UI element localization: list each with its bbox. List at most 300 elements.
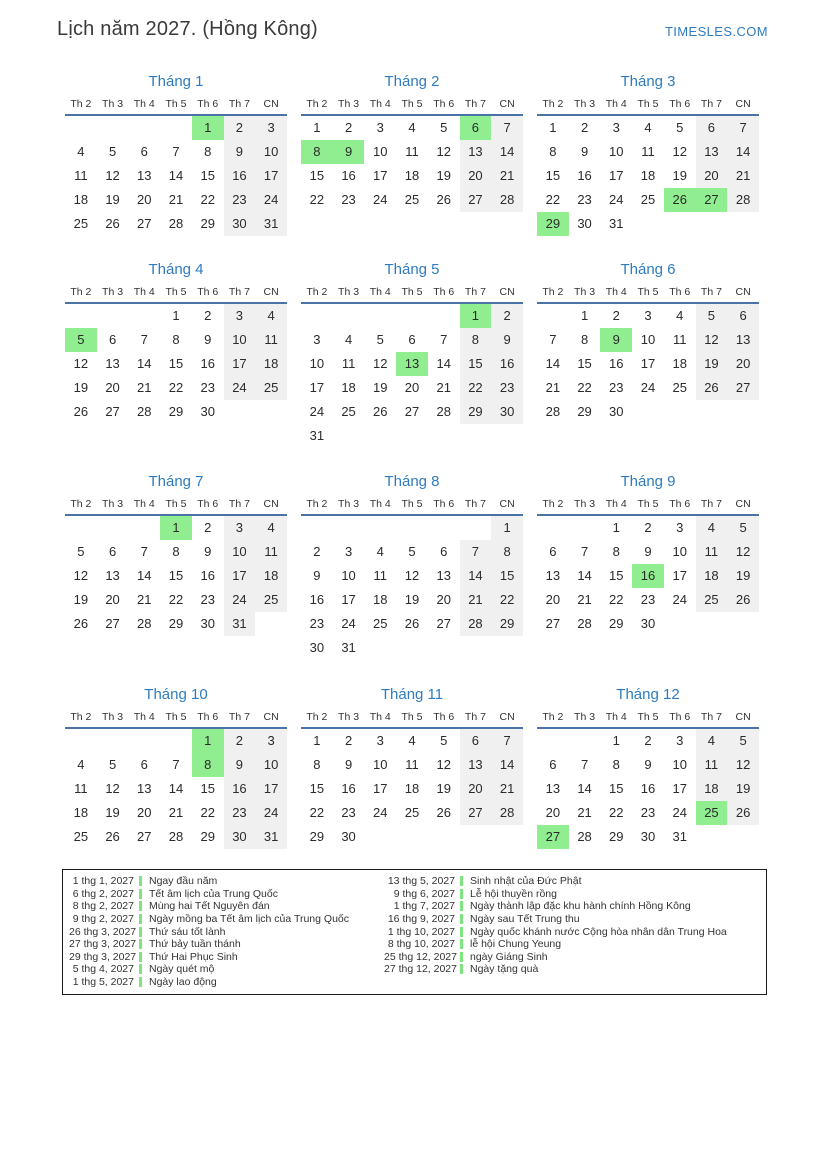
empty-cell (569, 729, 601, 753)
day-cell: 22 (309, 805, 325, 820)
legend-date: 26 thg 3, 2027 (69, 925, 137, 938)
weekday-header: Th 5 (401, 98, 423, 110)
legend-item (69, 888, 384, 901)
empty-cell (727, 612, 759, 636)
day-cell: 30 (224, 212, 256, 236)
day-cell: 11 (74, 781, 88, 796)
day-cell: 22 (168, 380, 184, 395)
empty-cell (537, 516, 569, 540)
empty-cell (696, 212, 728, 236)
day-cell: 31 (309, 428, 325, 443)
holiday-marker-icon (139, 927, 142, 937)
day-cell: 10 (672, 757, 687, 772)
legend-label: Lễ hội thuyền rồng (470, 887, 557, 900)
day-cell: 28 (137, 404, 152, 419)
holiday-marker-icon (460, 939, 463, 949)
day-cell: 13 (545, 781, 561, 796)
day-cell: 14 (436, 356, 451, 371)
weekday-header-row (65, 711, 287, 727)
legend-date: 25 thg 12, 2027 (384, 950, 457, 963)
day-cell: 3 (224, 516, 256, 540)
day-cell: 26 (436, 192, 451, 207)
day-cell: 16 (224, 777, 256, 801)
day-cell: 17 (255, 164, 287, 188)
holiday-marker-icon (460, 914, 463, 924)
day-cell: 27 (404, 404, 420, 419)
legend-label: Thứ sáu tốt lành (149, 925, 226, 938)
weekday-header: Th 6 (197, 498, 219, 510)
day-cell: 30 (200, 404, 215, 419)
day-cell: 4 (408, 120, 416, 135)
month-title: Tháng 9 (620, 473, 676, 490)
day-cell: 8 (301, 140, 333, 164)
day-cell: 14 (460, 564, 492, 588)
day-cell: 4 (77, 144, 85, 159)
weekday-header: Th 4 (369, 286, 391, 298)
day-cell: 2 (204, 520, 212, 535)
day-cell: 2 (612, 308, 620, 323)
day-cell: 18 (640, 168, 656, 183)
day-cell: 19 (436, 168, 451, 183)
day-cell: 29 (491, 612, 523, 636)
empty-cell (428, 825, 460, 849)
weekday-header: Th 4 (369, 711, 391, 723)
day-cell: 3 (224, 304, 256, 328)
day-cell: 12 (404, 568, 420, 583)
weekday-header: Th 7 (228, 711, 250, 723)
weekday-header: Th 6 (669, 286, 691, 298)
day-cell: 9 (644, 757, 652, 772)
holiday-marker-icon (460, 952, 463, 962)
empty-cell (727, 825, 759, 849)
day-cell: 21 (137, 380, 152, 395)
day-cell: 12 (696, 328, 728, 352)
legend-item (384, 913, 760, 926)
day-cell: 9 (224, 140, 256, 164)
weekday-header: CN (499, 98, 515, 110)
day-cell: 29 (168, 616, 184, 631)
legend-date: 5 thg 4, 2027 (72, 963, 134, 976)
day-cell: 7 (172, 144, 180, 159)
day-cell: 26 (404, 616, 420, 631)
day-cell: 3 (644, 308, 652, 323)
day-cell: 22 (200, 192, 215, 207)
day-cell: 16 (609, 356, 624, 371)
day-cell: 27 (537, 825, 569, 849)
days-grid (537, 116, 759, 236)
day-cell: 25 (404, 192, 420, 207)
empty-cell (396, 424, 428, 448)
day-cell: 15 (545, 168, 561, 183)
day-cell: 1 (172, 308, 180, 323)
empty-cell (460, 516, 492, 540)
day-cell: 9 (333, 140, 365, 164)
day-cell: 2 (344, 120, 353, 135)
empty-cell (65, 304, 97, 328)
month-calendar-9 (537, 473, 759, 686)
day-cell: 20 (105, 592, 120, 607)
empty-cell (364, 304, 396, 328)
day-cell: 2 (491, 304, 523, 328)
weekday-header: CN (735, 286, 751, 298)
day-cell: 12 (105, 781, 120, 796)
day-cell: 20 (137, 805, 152, 820)
day-cell: 16 (200, 356, 215, 371)
page-header (57, 18, 768, 41)
weekday-header: Th 3 (574, 498, 596, 510)
day-cell: 15 (168, 356, 184, 371)
day-cell: 8 (549, 144, 557, 159)
day-cell: 15 (609, 781, 624, 796)
day-cell: 20 (460, 164, 492, 188)
day-cell: 15 (491, 564, 523, 588)
day-cell: 7 (580, 544, 589, 559)
empty-cell (333, 516, 365, 540)
day-cell: 8 (460, 328, 492, 352)
day-cell: 22 (609, 592, 624, 607)
day-cell: 28 (491, 801, 523, 825)
day-cell: 8 (491, 540, 523, 564)
day-cell: 18 (696, 564, 728, 588)
weekday-header: Th 7 (700, 286, 722, 298)
day-cell: 26 (727, 801, 759, 825)
day-cell: 20 (545, 592, 561, 607)
day-cell: 14 (168, 168, 184, 183)
month-title: Tháng 3 (620, 73, 676, 90)
legend-label: Ngày sau Tết Trung thu (470, 913, 580, 926)
days-grid (537, 729, 759, 849)
days-grid (301, 516, 523, 660)
day-cell: 1 (580, 308, 589, 323)
empty-cell (460, 636, 492, 660)
day-cell: 3 (612, 120, 620, 135)
day-cell: 16 (200, 568, 215, 583)
day-cell: 30 (341, 829, 356, 844)
day-cell: 16 (640, 781, 656, 796)
empty-cell (65, 729, 97, 753)
day-cell: 4 (696, 516, 728, 540)
day-cell: 14 (137, 356, 152, 371)
day-cell: 13 (460, 753, 492, 777)
day-cell: 29 (577, 404, 592, 419)
day-cell: 28 (436, 404, 451, 419)
day-cell: 28 (460, 612, 492, 636)
day-cell: 30 (309, 640, 325, 655)
empty-cell (664, 212, 696, 236)
legend-date: 1 thg 7, 2027 (393, 900, 455, 913)
day-cell: 29 (460, 400, 492, 424)
holiday-marker-icon (139, 939, 142, 949)
empty-cell (97, 516, 129, 540)
day-cell: 29 (609, 616, 624, 631)
day-cell: 23 (341, 192, 356, 207)
day-cell: 13 (696, 140, 728, 164)
day-cell: 14 (577, 568, 592, 583)
day-cell: 1 (313, 733, 321, 748)
day-cell: 10 (609, 144, 624, 159)
day-cell: 9 (600, 328, 632, 352)
day-cell: 20 (696, 164, 728, 188)
day-cell: 28 (168, 829, 184, 844)
day-cell: 4 (408, 733, 416, 748)
weekday-header: Th 5 (165, 286, 187, 298)
empty-cell (460, 424, 492, 448)
month-calendar-11 (301, 686, 523, 849)
day-cell: 17 (640, 356, 656, 371)
day-cell: 14 (545, 356, 561, 371)
day-cell: 4 (676, 308, 684, 323)
day-cell: 11 (641, 144, 655, 159)
day-cell: 9 (224, 753, 256, 777)
day-cell: 25 (73, 216, 89, 231)
day-cell: 26 (727, 588, 759, 612)
day-cell: 2 (344, 733, 353, 748)
empty-cell (696, 825, 728, 849)
weekday-header: Th 7 (228, 286, 250, 298)
day-cell: 8 (172, 544, 180, 559)
empty-cell (696, 612, 728, 636)
day-cell: 5 (108, 757, 117, 772)
day-cell: 26 (436, 805, 451, 820)
day-cell: 15 (577, 356, 592, 371)
day-cell: 5 (65, 328, 97, 352)
day-cell: 3 (376, 733, 384, 748)
weekday-header-row (537, 498, 759, 514)
legend-date: 16 thg 9, 2027 (387, 913, 455, 926)
day-cell: 1 (192, 729, 224, 753)
month-title: Tháng 2 (384, 73, 440, 90)
day-cell: 23 (341, 805, 356, 820)
day-cell: 27 (696, 188, 728, 212)
day-cell: 11 (74, 168, 88, 183)
weekday-header: Th 5 (401, 286, 423, 298)
empty-cell (364, 424, 396, 448)
legend-item (69, 938, 384, 951)
day-cell: 22 (545, 192, 561, 207)
month-title: Tháng 4 (148, 261, 204, 278)
day-cell: 27 (460, 801, 492, 825)
day-cell: 31 (255, 825, 287, 849)
day-cell: 3 (376, 120, 384, 135)
day-cell: 21 (168, 192, 184, 207)
site-link[interactable]: TIMESLES.COM (664, 24, 768, 39)
day-cell: 29 (537, 212, 569, 236)
weekday-header: Th 2 (306, 711, 328, 723)
day-cell: 18 (73, 805, 89, 820)
day-cell: 24 (255, 188, 287, 212)
day-cell: 25 (255, 588, 287, 612)
weekday-header-row (65, 498, 287, 514)
holiday-marker-icon (460, 964, 463, 974)
day-cell: 23 (200, 592, 215, 607)
day-cell: 21 (491, 164, 523, 188)
day-cell: 18 (341, 380, 356, 395)
weekday-header: Th 3 (574, 711, 596, 723)
weekday-header-row (301, 498, 523, 514)
day-cell: 13 (460, 140, 492, 164)
day-cell: 21 (491, 777, 523, 801)
weekday-header: Th 6 (433, 711, 455, 723)
weekday-header: Th 4 (605, 498, 627, 510)
day-cell: 3 (676, 520, 684, 535)
legend-label: Ngày mồng ba Tết âm lịch của Trung Quốc (149, 913, 349, 926)
weekday-header: Th 7 (464, 498, 486, 510)
holiday-marker-icon (460, 901, 463, 911)
day-cell: 27 (105, 404, 120, 419)
legend-label: Ngày quốc khánh nước Cộng hòa nhân dân Trung Hoa (470, 925, 727, 938)
day-cell: 21 (545, 380, 561, 395)
day-cell: 2 (313, 544, 321, 559)
day-cell: 20 (436, 592, 451, 607)
day-cell: 11 (255, 328, 287, 352)
weekday-header-row (537, 286, 759, 302)
day-cell: 18 (696, 777, 728, 801)
legend-date: 1 thg 1, 2027 (72, 875, 134, 888)
day-cell: 30 (640, 829, 656, 844)
day-cell: 5 (108, 144, 117, 159)
day-cell: 16 (341, 781, 356, 796)
day-cell: 19 (672, 168, 687, 183)
day-cell: 24 (255, 801, 287, 825)
day-cell: 18 (373, 592, 388, 607)
weekday-header: Th 6 (433, 498, 455, 510)
weekday-header: CN (263, 711, 279, 723)
weekday-header: Th 6 (433, 98, 455, 110)
weekday-header: Th 3 (102, 498, 124, 510)
day-cell: 18 (255, 564, 287, 588)
weekday-header: Th 7 (228, 498, 250, 510)
weekday-header: Th 6 (433, 286, 455, 298)
day-cell: 13 (137, 781, 152, 796)
day-cell: 7 (460, 540, 492, 564)
day-cell: 7 (440, 332, 448, 347)
day-cell: 15 (309, 168, 325, 183)
empty-cell (333, 304, 365, 328)
day-cell: 6 (108, 332, 117, 347)
empty-cell (428, 304, 460, 328)
day-cell: 11 (373, 568, 388, 583)
year-calendar-grid (65, 73, 759, 849)
day-cell: 22 (609, 805, 624, 820)
weekday-header: Th 5 (637, 498, 659, 510)
month-title: Tháng 11 (380, 686, 444, 703)
day-cell: 16 (341, 168, 356, 183)
day-cell: 15 (460, 352, 492, 376)
day-cell: 23 (609, 380, 624, 395)
day-cell: 15 (200, 168, 215, 183)
day-cell: 15 (168, 568, 184, 583)
day-cell: 23 (200, 380, 215, 395)
empty-cell (65, 516, 97, 540)
days-grid (65, 116, 287, 236)
empty-cell (65, 116, 97, 140)
day-cell: 16 (577, 168, 592, 183)
day-cell: 23 (640, 592, 656, 607)
weekday-header-row (301, 98, 523, 114)
day-cell: 7 (727, 116, 759, 140)
day-cell: 10 (640, 332, 656, 347)
day-cell: 26 (105, 216, 120, 231)
legend-date: 1 thg 10, 2027 (387, 925, 455, 938)
day-cell: 25 (373, 616, 388, 631)
empty-cell (301, 516, 333, 540)
day-cell: 1 (160, 516, 192, 540)
month-calendar-5 (301, 261, 523, 473)
day-cell: 17 (224, 564, 256, 588)
month-title: Tháng 7 (148, 473, 204, 490)
day-cell: 22 (168, 592, 184, 607)
weekday-header: Th 4 (133, 711, 155, 723)
month-title: Tháng 10 (144, 686, 208, 703)
day-cell: 10 (255, 753, 287, 777)
day-cell: 6 (460, 116, 492, 140)
day-cell: 26 (696, 376, 728, 400)
weekday-header: Th 3 (574, 286, 596, 298)
day-cell: 10 (309, 356, 325, 371)
day-cell: 7 (580, 757, 589, 772)
day-cell: 24 (309, 404, 325, 419)
weekday-header: Th 4 (133, 98, 155, 110)
empty-cell (460, 825, 492, 849)
day-cell: 1 (192, 116, 224, 140)
empty-cell (333, 424, 365, 448)
weekday-header: Th 6 (197, 98, 219, 110)
day-cell: 6 (549, 544, 557, 559)
empty-cell (491, 424, 523, 448)
day-cell: 31 (224, 612, 256, 636)
day-cell: 9 (644, 544, 652, 559)
weekday-header: Th 2 (70, 498, 92, 510)
day-cell: 26 (373, 404, 388, 419)
day-cell: 31 (609, 216, 624, 231)
day-cell: 14 (491, 140, 523, 164)
legend-item (384, 938, 760, 951)
weekday-header: Th 5 (637, 711, 659, 723)
day-cell: 28 (137, 616, 152, 631)
month-calendar-4 (65, 261, 287, 473)
day-cell: 9 (204, 332, 212, 347)
day-cell: 8 (172, 332, 180, 347)
empty-cell (664, 612, 696, 636)
day-cell: 28 (577, 829, 592, 844)
day-cell: 18 (255, 352, 287, 376)
empty-cell (97, 116, 129, 140)
day-cell: 13 (396, 352, 428, 376)
day-cell: 29 (168, 404, 184, 419)
day-cell: 5 (408, 544, 416, 559)
day-cell: 23 (491, 376, 523, 400)
day-cell: 10 (373, 144, 388, 159)
weekday-header: Th 7 (464, 286, 486, 298)
day-cell: 31 (672, 829, 687, 844)
day-cell: 20 (545, 805, 561, 820)
legend-date: 9 thg 6, 2027 (393, 887, 455, 900)
weekday-header: Th 4 (369, 498, 391, 510)
month-calendar-8 (301, 473, 523, 686)
day-cell: 10 (255, 140, 287, 164)
day-cell: 27 (105, 616, 120, 631)
weekday-header-row (65, 286, 287, 302)
day-cell: 14 (727, 140, 759, 164)
weekday-header: Th 2 (70, 286, 92, 298)
day-cell: 16 (309, 592, 325, 607)
day-cell: 26 (105, 829, 120, 844)
empty-cell (97, 304, 129, 328)
day-cell: 17 (309, 380, 325, 395)
weekday-header: Th 2 (306, 286, 328, 298)
day-cell: 22 (577, 380, 592, 395)
day-cell: 17 (373, 168, 388, 183)
